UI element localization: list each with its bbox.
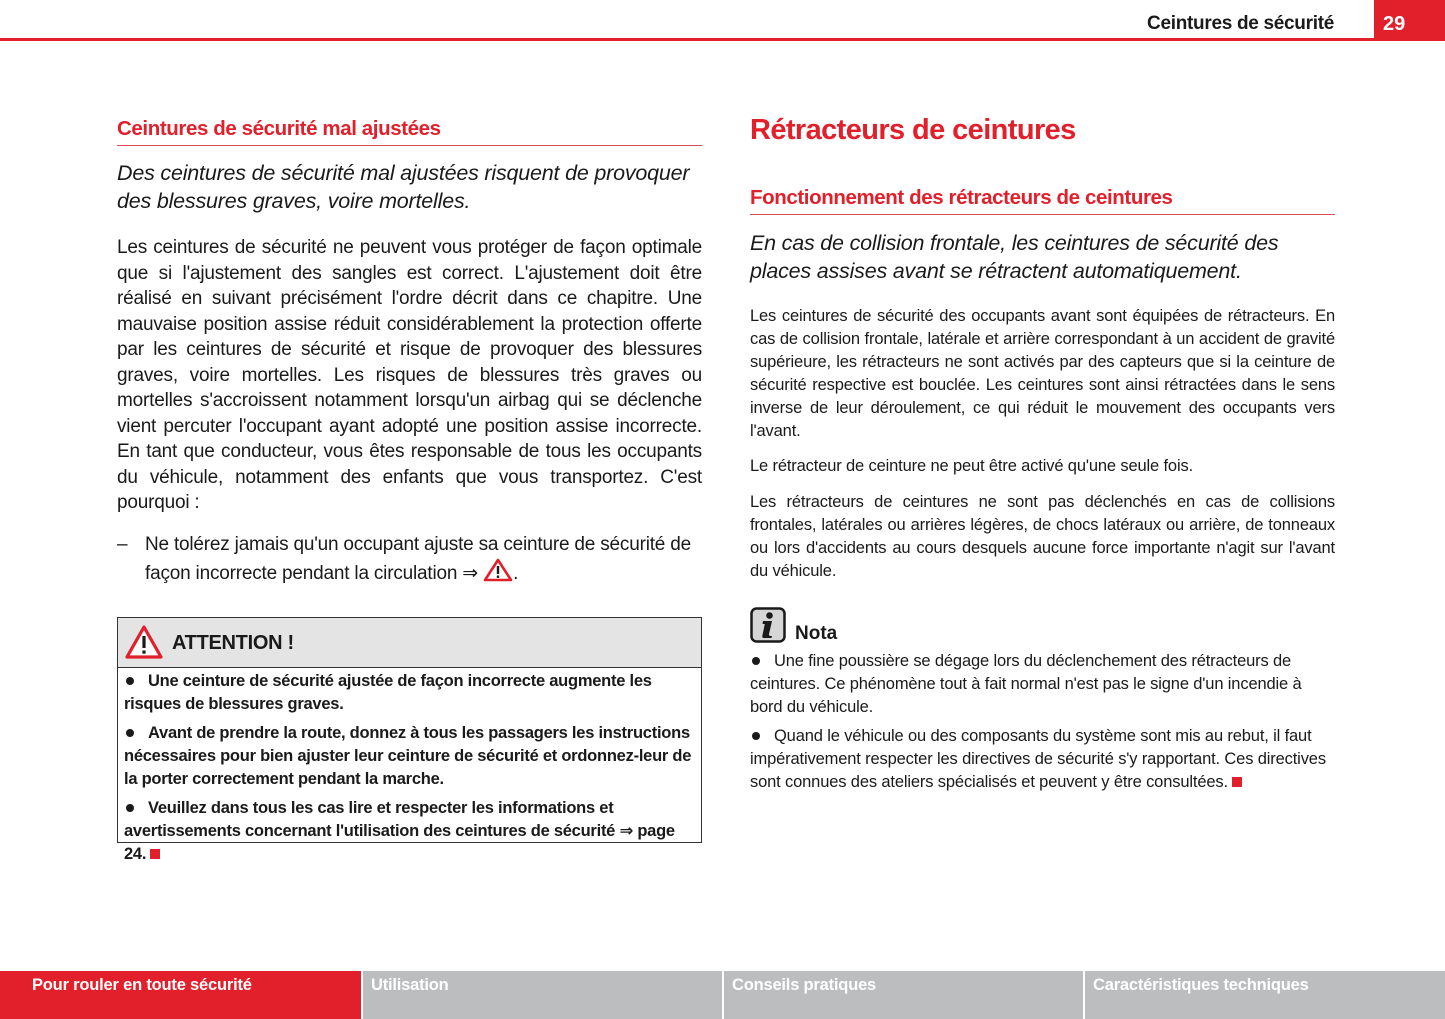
tab-caracteristiques-techniques[interactable]: Caractéristiques techniques <box>1085 971 1445 1019</box>
intro-text: Des ceintures de sécurité mal ajustées risquent de provoquer des blessures graves, voire mortelles. <box>117 161 690 213</box>
attention-header <box>118 618 701 668</box>
attention-list <box>118 668 701 866</box>
bullet-icon <box>752 732 760 740</box>
info-icon <box>750 607 786 643</box>
attention-item: Une ceinture de sécurité ajustée de façon incorrecte augmente les risques de blessures graves. <box>124 672 652 713</box>
attention-title: ATTENTION ! <box>172 632 294 654</box>
attention-box <box>117 617 702 863</box>
header-rule <box>0 38 1374 41</box>
instruction-text: Ne tolérez jamais qu'un occupant ajuste sa ceinture de sécurité de façon incorrecte pendant la circulation ⇒ <box>145 534 691 584</box>
intro-text: En cas de collision frontale, les ceintures de sécurité des places assises avant se rétractent automatiquement. <box>750 231 1279 283</box>
page-number: 29 <box>1374 0 1445 41</box>
warning-triangle-icon <box>124 624 164 660</box>
attention-item: Avant de prendre la route, donnez à tous les passagers les instructions nécessaires pour bien ajuster leur ceinture de sécurité et ordonnez-leur de la porter correctement pendant la marche. <box>124 724 692 788</box>
bullet-icon <box>126 804 134 812</box>
section-heading: Ceintures de sécurité mal ajustées <box>117 117 702 146</box>
bullet-icon <box>126 729 134 737</box>
body-paragraph: Le rétracteur de ceinture ne peut être activé qu'une seule fois. <box>750 457 1193 475</box>
body-paragraph: Les ceintures de sécurité des occupants avant sont équipées de rétracteurs. En cas de collision frontale, latérale et arrière correspondant à un accident de gravité supérieure, les rétracteurs ne sont activés par des capteurs que si la ceinture de sécurité respective est bouclée. Les ceintures sont ainsi rétractées dans le sens inverse de leur déroulement, ce qui réduit le mouvement des occupants vers l'avant. <box>750 307 1335 440</box>
chapter-tabs <box>0 971 1445 1019</box>
section-end-icon <box>1232 777 1242 787</box>
warning-triangle-icon[interactable] <box>483 558 513 582</box>
body-paragraph: Les ceintures de sécurité ne peuvent vous protéger de façon optimale que si l'ajustement des sangles est correct. L'ajustement doit être réalisé en suivant précisément l'ordre décrit dans ce chapitre. Une mauvaise position assise réduit considérablement la protection offerte par les ceintures de sécurité et risque de provoquer des blessures graves, voire mortelles. Les risques de blessures très graves ou mortelles s'accroissent notamment lorsqu'un airbag qui se déclenche vient percuter l'occupant ayant adopté une position assise incorrecte. En tant que conducteur, vous êtes responsable de tous les occupants du véhicule, notamment des enfants que vous transportez. C'est pourquoi : <box>117 237 702 513</box>
tab-pour-rouler-en-toute-securite[interactable]: Pour rouler en toute sécurité <box>0 971 361 1019</box>
instruction-item: – Ne tolérez jamais qu'un occupant ajuste sa ceinture de sécurité de façon incorrecte pendant la circulation ⇒ . <box>117 534 691 584</box>
section-title: Ceintures de sécurité <box>1147 13 1334 34</box>
nota-item: Une fine poussière se dégage lors du déclenchement des rétracteurs de ceintures. Ce phénomène tout à fait normal n'est pas le signe d'un incendie à bord du véhicule. <box>750 652 1302 716</box>
bullet-icon <box>126 677 134 685</box>
tab-conseils-pratiques[interactable]: Conseils pratiques <box>724 971 1083 1019</box>
section-heading: Fonctionnement des rétracteurs de ceintures <box>750 186 1335 215</box>
body-paragraph: Les rétracteurs de ceintures ne sont pas déclenchés en cas de collisions frontales, latérales ou arrières légères, de chocs latéraux ou arrière, de tonneaux ou lors d'accidents au cours desquels aucune force importante n'agit sur l'avant du véhicule. <box>750 493 1335 580</box>
nota-title: Nota <box>795 623 838 644</box>
bullet-icon <box>752 657 760 665</box>
chapter-heading: Rétracteurs de ceintures <box>750 114 1076 146</box>
attention-item: Veuillez dans tous les cas lire et respecter les informations et avertissements concernant l'utilisation des ceintures de sécurité ⇒ page 24. <box>124 799 675 863</box>
tab-utilisation[interactable]: Utilisation <box>363 971 722 1019</box>
section-end-icon <box>150 849 160 859</box>
dash-marker: – <box>117 534 128 555</box>
nota-item: Quand le véhicule ou des composants du système sont mis au rebut, il faut impérativement respecter les directives de sécurité s'y rapportant. Ces directives sont connues des ateliers spécialisés et peuvent y être consultées. <box>750 727 1326 791</box>
